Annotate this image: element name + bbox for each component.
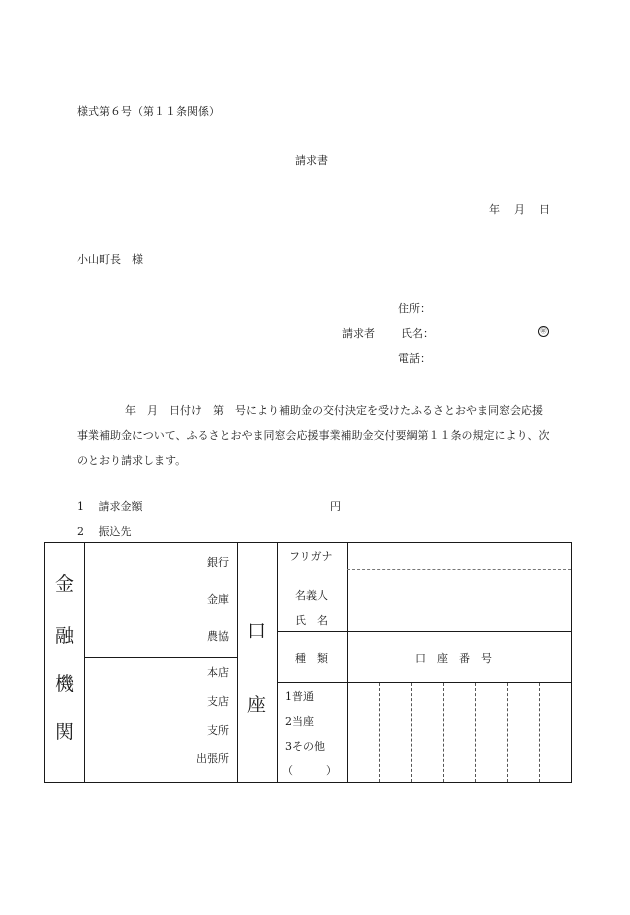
- transfer-destination-label: 振込先: [98, 525, 132, 538]
- body-text: 年 月 日付け 第 号により補助金の交付決定を受けたふるさとおやま同窓会応援事業補助金について、ふるさとおやま同窓会応援事業補助金交付要綱第１１条の規定により、次のとおり請求します。: [77, 404, 550, 467]
- form-number: 様式第６号（第１１条関係）: [77, 105, 220, 118]
- account-holder-label: 名義人: [295, 589, 328, 602]
- bank-type-shinkin: 金庫: [207, 593, 229, 606]
- digit-divider: [475, 683, 476, 782]
- table-divider: [347, 542, 348, 783]
- account-type-label: 種 類: [295, 652, 328, 665]
- seal-mark: ㊞: [538, 326, 549, 337]
- table-divider: [277, 631, 571, 632]
- document-title: 請求書: [295, 154, 328, 167]
- account-type-other: 3その他: [285, 740, 325, 753]
- financial-institution-char: 機: [55, 673, 75, 695]
- furigana-label: フリガナ: [289, 550, 333, 563]
- digit-divider: [443, 683, 444, 782]
- month-label: 月: [514, 203, 525, 216]
- account-type-current: 2当座: [285, 715, 314, 728]
- address-label: 住所：: [398, 302, 431, 315]
- account-holder-name-label: 氏 名: [295, 614, 328, 627]
- account-char: 座: [247, 694, 267, 716]
- item-number: 2: [77, 525, 84, 538]
- account-char: 口: [247, 620, 267, 642]
- account-type-other-blank: （ ）: [282, 764, 337, 777]
- digit-divider: [411, 683, 412, 782]
- table-divider: [277, 682, 571, 683]
- account-type-ordinary: 1普通: [285, 690, 314, 703]
- branch-type-sub-branch: 支所: [207, 724, 229, 737]
- digit-divider: [379, 683, 380, 782]
- table-border: [571, 542, 572, 783]
- account-number-label: 口 座 番 号: [415, 652, 492, 665]
- digit-divider: [507, 683, 508, 782]
- date-line: [489, 201, 550, 217]
- table-divider: [237, 542, 238, 783]
- bank-transfer-table: [44, 542, 572, 783]
- request-amount-row: [77, 498, 143, 514]
- request-body-text: [77, 398, 553, 473]
- table-border: [44, 542, 572, 543]
- table-divider: [84, 542, 85, 783]
- bank-type-bank: 銀行: [207, 556, 229, 569]
- table-border: [44, 542, 45, 783]
- branch-type-branch: 支店: [207, 695, 229, 708]
- financial-institution-char: 金: [55, 573, 75, 595]
- yen-unit: 円: [330, 500, 341, 513]
- digit-divider: [539, 683, 540, 782]
- transfer-destination-row: [77, 523, 132, 539]
- financial-institution-char: 融: [55, 625, 75, 647]
- requester-label: 請求者: [342, 327, 375, 340]
- bank-type-nokyo: 農協: [207, 630, 229, 643]
- year-label: 年: [489, 203, 500, 216]
- financial-institution-char: 関: [55, 721, 75, 743]
- item-number: 1: [77, 500, 84, 513]
- day-label: 日: [539, 203, 550, 216]
- phone-label: 電話：: [398, 352, 431, 365]
- request-amount-label: 請求金額: [98, 500, 143, 513]
- furigana-divider: [347, 569, 571, 570]
- addressee: 小山町長 様: [77, 253, 143, 266]
- name-label: 氏名：: [401, 327, 434, 340]
- table-border: [44, 782, 572, 783]
- branch-type-head-office: 本店: [207, 666, 229, 679]
- branch-type-outlet: 出張所: [196, 752, 229, 765]
- table-divider: [277, 542, 278, 783]
- table-divider: [84, 657, 237, 658]
